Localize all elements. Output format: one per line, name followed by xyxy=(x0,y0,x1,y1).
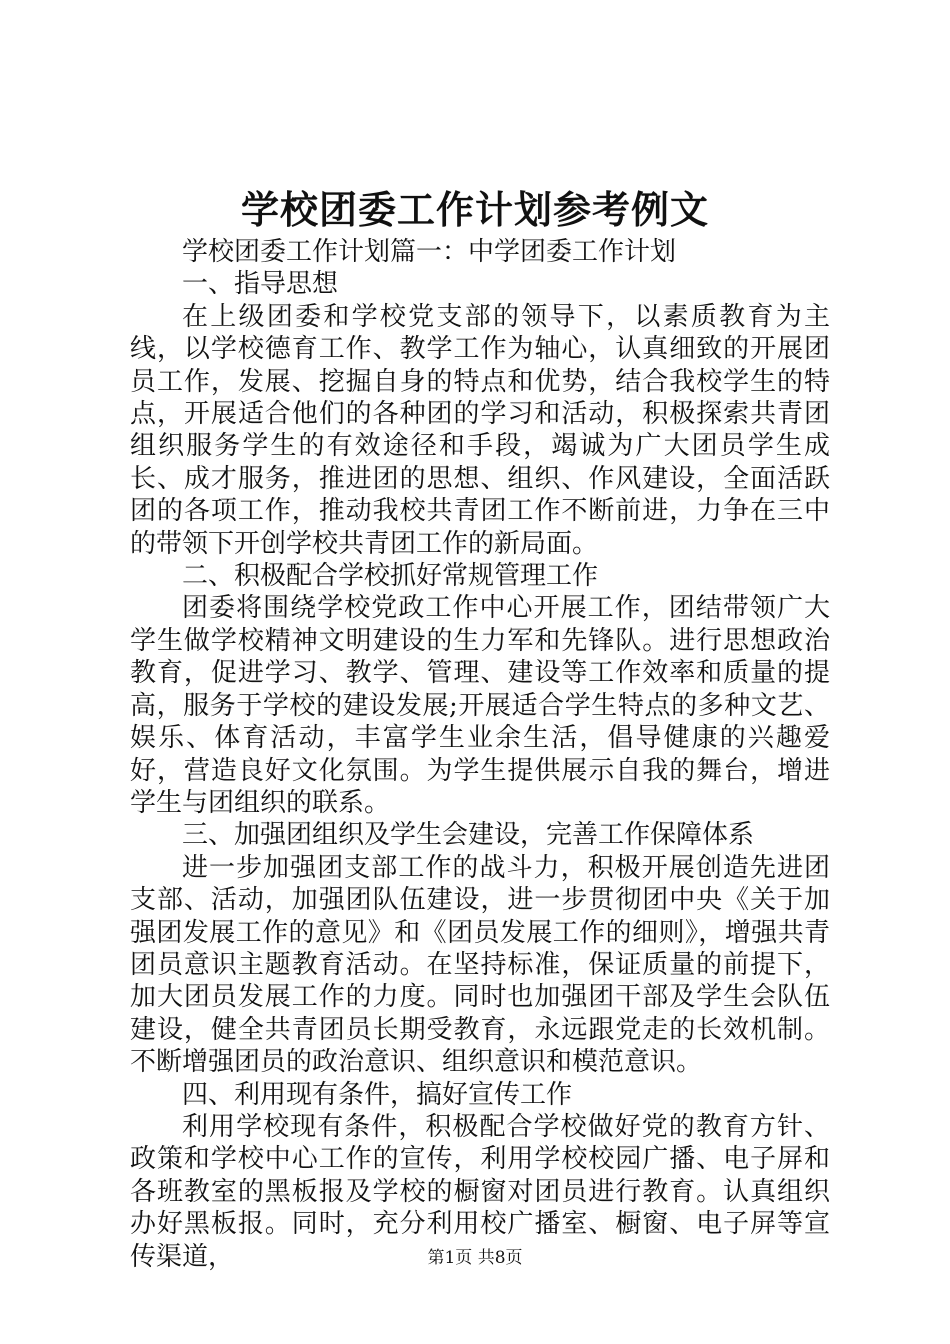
heading-section-3: 三、加强团组织及学生会建设，完善工作保障体系 xyxy=(182,820,755,851)
paragraph-section-4: 利用学校现有条件，积极配合学校做好党的教育方针、政策和学校中心工作的宣传，利用学校校园广播、电子屏和各班教室的黑板报及学校的橱窗对团员进行教育。认真组织办好黑板报。同时，充分利用校广播室、橱窗、电子屏等宣传渠道， xyxy=(130,1111,830,1272)
heading-section-2: 二、积极配合学校抓好常规管理工作 xyxy=(182,561,599,592)
heading-section-4: 四、利用现有条件，搞好宣传工作 xyxy=(182,1079,573,1110)
document-body xyxy=(130,236,830,1273)
paragraph-section-3: 进一步加强团支部工作的战斗力，积极开展创造先进团支部、活动，加强团队伍建设，进一步贯彻团中央《关于加强团发展工作的意见》和《团员发展工作的细则》，增强共青团员意识主题教育活动。在坚持标准，保证质量的前提下，加大团员发展工作的力度。同时也加强团干部及学生会队伍建设，健全共青团员长期受教育，永远跟党走的长效机制。不断增强团员的政治意识、组织意识和模范意识。 xyxy=(130,852,830,1078)
page-number-footer: 第1页 共8页 xyxy=(427,1248,523,1268)
paragraph-section-2: 团委将围绕学校党政工作中心开展工作，团结带领广大学生做学校精神文明建设的生力军和先锋队。进行思想政治教育，促进学习、教学、管理、建设等工作效率和质量的提高，服务于学校的建设发展;开展适合学生特点的多种文艺、娱乐、体育活动，丰富学生业余生活，倡导健康的兴趣爱好，营造良好文化氛围。为学生提供展示自我的舞台，增进学生与团组织的联系。 xyxy=(130,593,830,818)
document-title: 学校团委工作计划参考例文 xyxy=(240,187,709,232)
paragraph-section-1: 在上级团委和学校党支部的领导下，以素质教育为主线，以学校德育工作、教学工作为轴心，认真细致的开展团员工作，发展、挖掘自身的特点和优势，结合我校学生的特点，开展适合他们的各种团的学习和活动，积极探索共青团组织服务学生的有效途径和手段，竭诚为广大团员学生成长、成才服务，推进团的思想、组织、作风建设，全面活跃团的各项工作，推动我校共青团工作不断前进，力争在三中的带领下开创学校共青团工作的新局面。 xyxy=(130,301,830,559)
paragraph-intro: 学校团委工作计划篇一：中学团委工作计划 xyxy=(182,237,677,267)
heading-section-1: 一、指导思想 xyxy=(182,269,339,300)
